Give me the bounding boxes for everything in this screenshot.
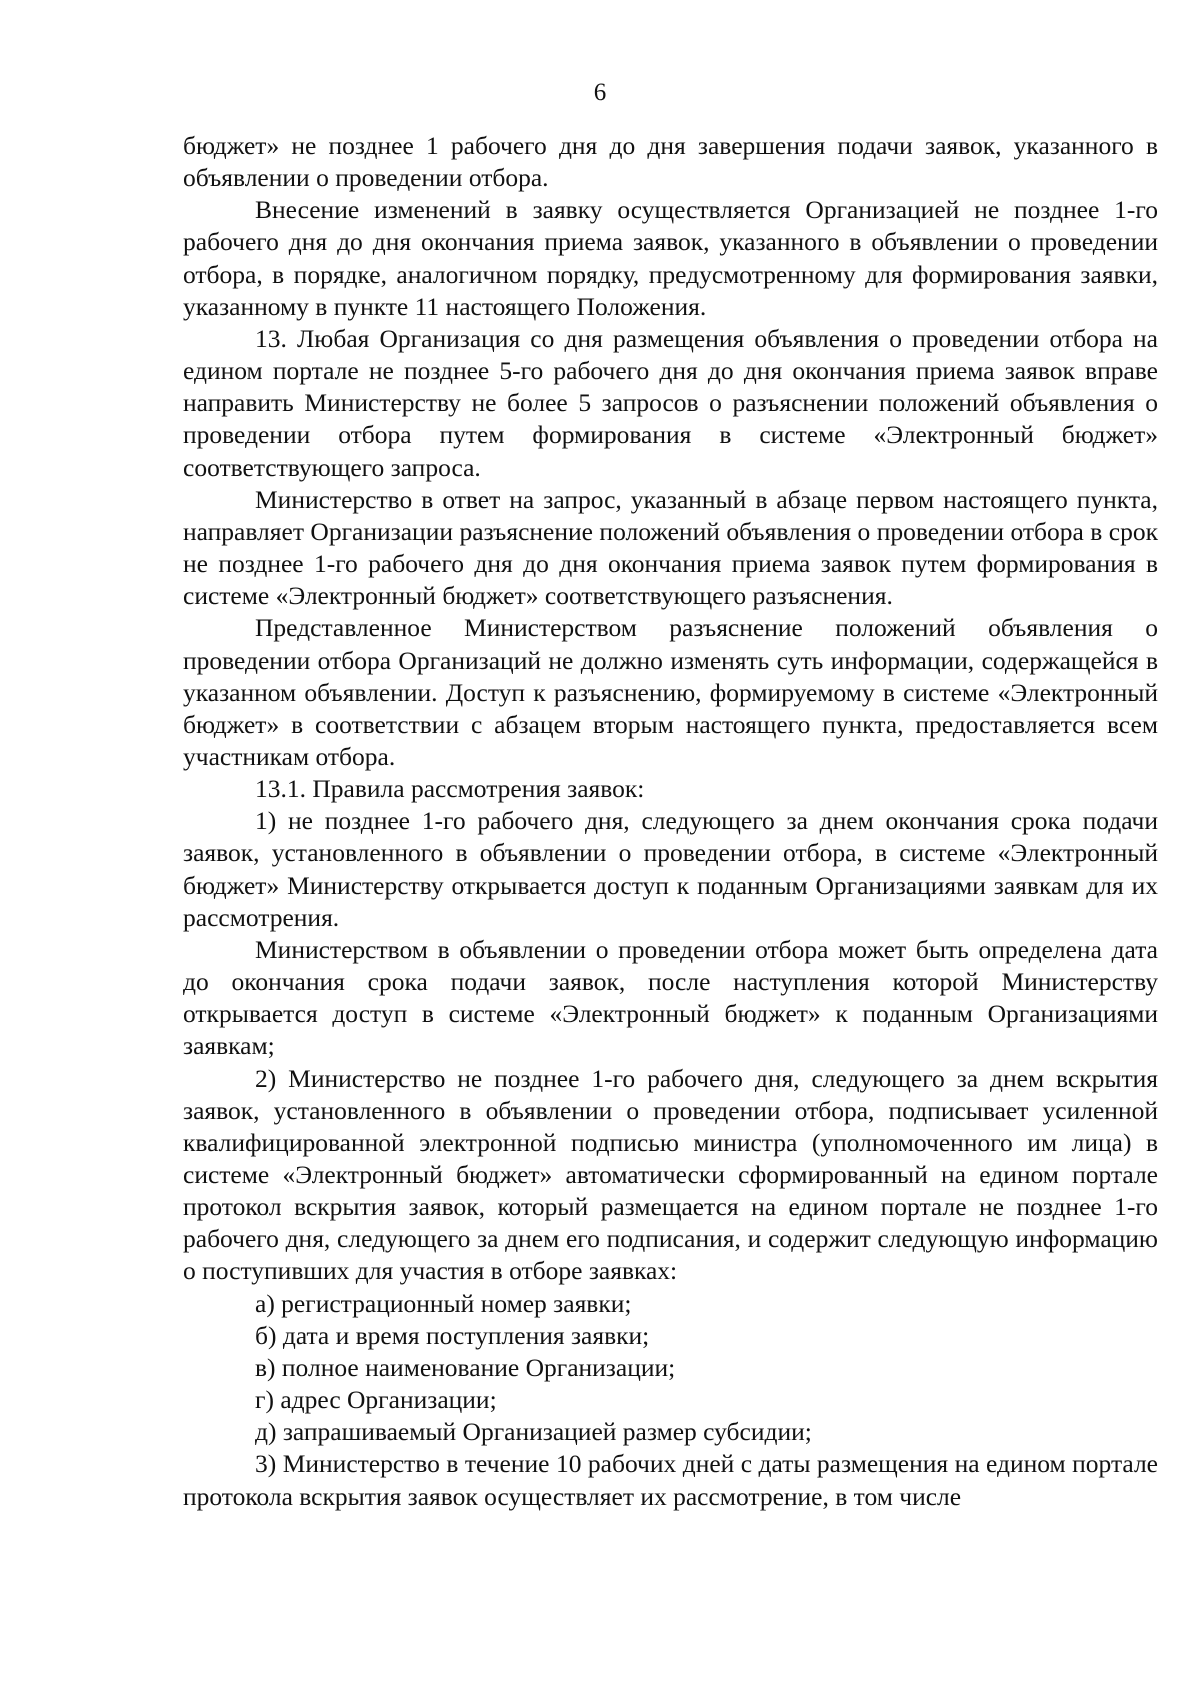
paragraph-ministry-response: Министерство в ответ на запрос, указанный в абзаце первом настоящего пункта, направляет Организации разъяснение положений объявления о проведении отбора в срок не позднее 1-го рабочего дня до дня окончания приема заявок путем формирования в системе «Электронный бюджет» соответствующего разъяснения. — [183, 484, 1158, 611]
list-item-date-time: б) дата и время поступления заявки; — [255, 1320, 650, 1350]
paragraph-13-1-heading: 13.1. Правила рассмотрения заявок: — [255, 774, 645, 804]
paragraph-amendment: Внесение изменений в заявку осуществляется Организацией не позднее 1-го рабочего дня до дня окончания приема заявок, указанного в объявлении о проведении отбора, в порядке, аналогичном порядку, предусмотренному для формирования заявки, указанному в пункте 11 настоящего Положения. — [183, 195, 1158, 321]
list-item-registration-number: а) регистрационный номер заявки; — [255, 1288, 632, 1318]
list-item-subsidy-amount: д) запрашиваемый Организацией размер субсидии; — [255, 1417, 812, 1447]
document-body — [183, 130, 1158, 1513]
paragraph-rule-3: 3) Министерство в течение 10 рабочих дней с даты размещения на едином портале протокола вскрытия заявок осуществляет их рассмотрение, в том числе — [183, 1449, 1158, 1511]
paragraph-continuation: бюджет» не позднее 1 рабочего дня до дня завершения подачи заявок, указанного в объявлении о проведении отбора. — [183, 131, 1158, 193]
list-item-full-name: в) полное наименование Организации; — [255, 1352, 676, 1382]
paragraph-rule-2: 2) Министерство не позднее 1-го рабочего дня, следующего за днем вскрытия заявок, установленного в объявлении о проведении отбора, подписывает усиленной квалифицированной электронной подписью министра (уполномоченного им лица) в системе «Электронный бюджет» автоматически сформированный на едином портале протокол вскрытия заявок, который размещается на едином портале не позднее 1-го рабочего дня, следующего за днем его подписания, и содержит следующую информацию о поступивших для участия в отборе заявках: — [183, 1063, 1158, 1286]
paragraph-clarification: Представленное Министерством разъяснение положений объявления о проведении отбора Организаций не должно изменять суть информации, содержащейся в указанном объявлении. Доступ к разъяснению, формируемому в системе «Электронный бюджет» в соответствии с абзацем вторым настоящего пункта, предоставляется всем участникам отбора. — [183, 613, 1158, 771]
paragraph-opening-date: Министерством в объявлении о проведении отбора может быть определена дата до окончания срока подачи заявок, после наступления которой Министерству открывается доступ в системе «Электронный бюджет» к поданным Организациями заявкам; — [183, 934, 1158, 1061]
page-number: 6 — [593, 79, 607, 106]
list-item-address: г) адрес Организации; — [255, 1385, 497, 1415]
paragraph-rule-1: 1) не позднее 1-го рабочего дня, следующего за днем окончания срока подачи заявок, установленного в объявлении о проведении отбора, в системе «Электронный бюджет» Министерству открывается доступ к поданным Организациями заявкам для их рассмотрения. — [183, 806, 1158, 932]
paragraph-13: 13. Любая Организация со дня размещения объявления о проведении отбора на едином портале не позднее 5-го рабочего дня до дня окончания приема заявок вправе направить Министерству не более 5 запросов о разъяснении положений объявления о проведении отбора путем формирования в системе «Электронный бюджет» соответствующего запроса. — [183, 323, 1158, 482]
